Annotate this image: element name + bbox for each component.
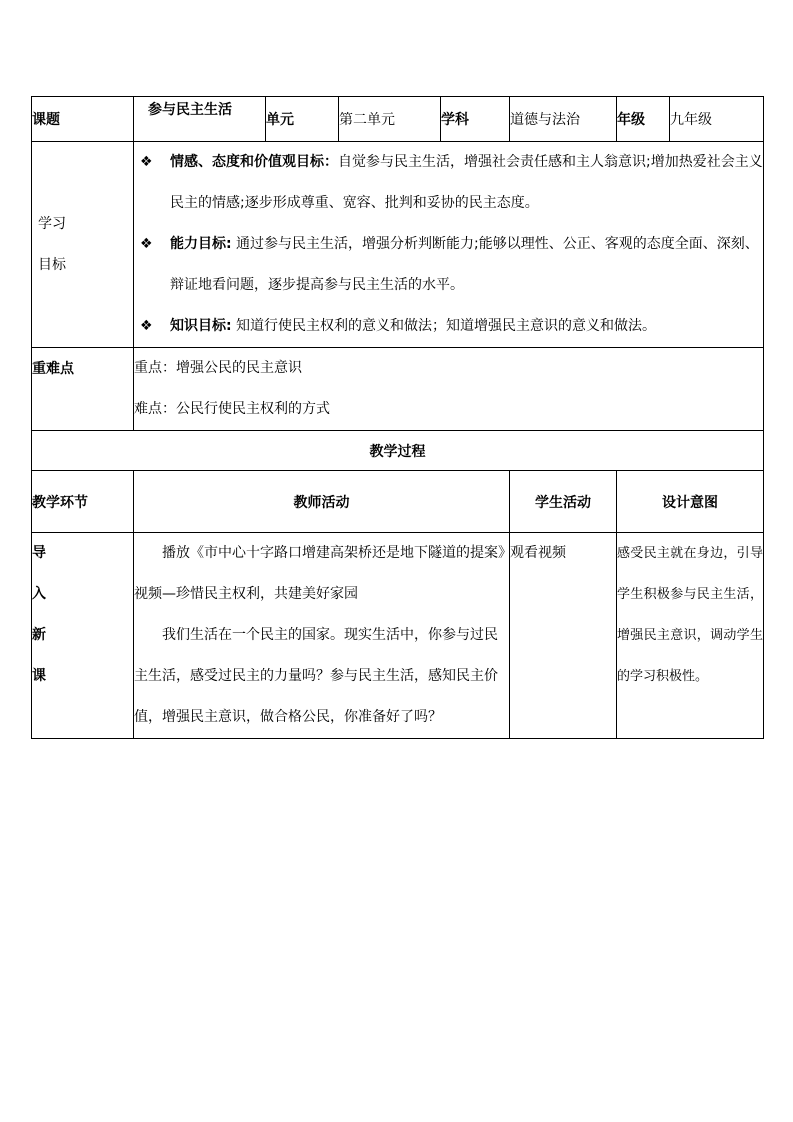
stage-cell <box>32 533 134 739</box>
objective-text: 通过参与民主生活，增强分析判断能力;能够以理性、公正、客观的态度全面、深刻、辩证地看问题，逐步提高参与民主生活的水平。 <box>170 236 759 293</box>
student-activity-cell: 观看视频 <box>510 533 617 739</box>
col-teacher-header: 教师活动 <box>134 471 510 533</box>
objective-ability <box>134 224 763 306</box>
objectives-row <box>32 142 764 348</box>
teacher-activity-para: 我们生活在一个民主的国家。现实生活中，你参与过民主生活，感受过民主的力量吗？参与民主生活，感知民主价值，增强民主意识，做合格公民，你准备好了吗？ <box>134 627 498 725</box>
col-student-header: 学生活动 <box>510 471 617 533</box>
process-row <box>32 533 764 739</box>
teacher-activity-para: 播放《市中心十字路口增建高架桥还是地下隧道的提案》视频—珍惜民主权利，共建美好家园 <box>134 545 505 602</box>
key-point-difficulty: 难点：公民行使民主权利的方式 <box>134 401 330 417</box>
diamond-bullet-icon: ❖ <box>140 154 153 170</box>
objective-title: 能力目标: <box>170 236 232 252</box>
key-points-row <box>32 348 764 431</box>
stage-char: 入 <box>32 586 46 602</box>
diamond-bullet-icon: ❖ <box>140 318 153 334</box>
objectives-label-line2: 目标 <box>38 256 66 273</box>
objectives-content <box>134 142 764 348</box>
objective-text: 知道行使民主权利的意义和做法；知道增强民主意识的意义和做法。 <box>231 318 657 334</box>
key-points-content <box>134 348 764 431</box>
objective-title: 知识目标: <box>170 318 232 334</box>
objective-affective <box>134 142 763 224</box>
subject-label: 学科 <box>441 97 510 142</box>
grade-value: 九年级 <box>670 97 764 142</box>
grade-label: 年级 <box>617 97 670 142</box>
col-stage-header: 教学环节 <box>32 471 134 533</box>
process-title: 教学过程 <box>32 431 764 471</box>
lesson-plan-table <box>31 96 764 739</box>
col-design-header: 设计意图 <box>617 471 764 533</box>
stage-char: 新 <box>32 627 46 643</box>
subject-value: 道德与法治 <box>510 97 617 142</box>
objective-title: 情感、态度和价值观目标： <box>170 154 338 170</box>
header-row <box>32 97 764 142</box>
diamond-bullet-icon: ❖ <box>140 236 153 252</box>
teacher-activity-cell <box>134 533 510 739</box>
stage-char: 导 <box>32 545 46 561</box>
stage-char: 课 <box>32 668 46 684</box>
objectives-label <box>32 142 134 348</box>
key-point-focus: 重点：增强公民的民主意识 <box>134 360 302 376</box>
key-points-label: 重难点 <box>32 348 134 431</box>
unit-label: 单元 <box>266 97 339 142</box>
unit-value: 第二单元 <box>339 97 441 142</box>
topic-value: 参与民主生活 <box>134 97 266 142</box>
process-header-row <box>32 471 764 533</box>
design-intent-cell: 感受民主就在身边，引导学生积极参与民主生活，增强民主意识，调动学生的学习积极性。 <box>617 533 764 739</box>
objective-knowledge <box>134 306 763 347</box>
objective-text: 自觉参与民主生活，增强社会责任感和主人翁意识;增加热爱社会主义民主的情感;逐步形成尊重、宽容、批判和妥协的民主态度。 <box>170 154 763 211</box>
process-title-row <box>32 431 764 471</box>
topic-label: 课题 <box>32 97 134 142</box>
objectives-label-line1: 学习 <box>38 215 66 232</box>
